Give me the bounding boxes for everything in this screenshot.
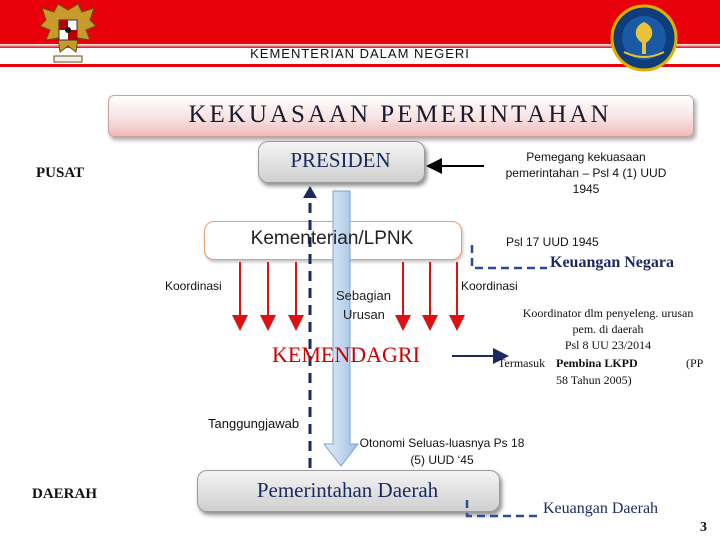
pp-open-label: (PP	[686, 356, 704, 370]
termasuk-label: Termasuk	[498, 356, 546, 370]
page-title: KEKUASAAN PEMERINTAHAN	[188, 101, 612, 128]
ministry-name: KEMENTERIAN DALAM NEGERI	[250, 46, 470, 61]
page-number: 3	[700, 520, 707, 535]
pemda-label: Pemerintahan Daerah	[256, 478, 439, 502]
koordinator-note-2: pem. di daerah	[572, 322, 644, 336]
psl17-note: Psl 17 UUD 1945	[506, 235, 599, 249]
koordinator-note-3: Psl 8 UU 23/2014	[564, 338, 652, 352]
kementerian-label: Kementerian/LPNK	[250, 228, 414, 249]
koordinator-note-1: Koordinator dlm penyeleng. urusan	[522, 306, 694, 320]
presiden-label: PRESIDEN	[290, 148, 391, 172]
level-daerah: DAERAH	[32, 486, 98, 502]
pemegang-note-1: Pemegang kekuasaan	[526, 150, 646, 164]
pembina-lkpd-label: Pembina LKPD	[556, 356, 638, 370]
garuda-pancasila-icon	[40, 4, 96, 62]
otonomi-note-2: (5) UUD ‘45	[410, 453, 474, 467]
keuangan-negara-label: Keuangan Negara	[550, 254, 674, 271]
sebagian-label: Sebagian	[336, 288, 391, 303]
pp-rest-label: 58 Tahun 2005)	[556, 373, 632, 387]
keuangan-daerah-label: Keuangan Daerah	[543, 500, 659, 517]
koordinasi-right-label: Koordinasi	[461, 279, 518, 293]
urusan-label: Urusan	[343, 307, 385, 322]
kemendagri-label: KEMENDAGRI	[272, 342, 420, 367]
level-pusat: PUSAT	[36, 165, 85, 181]
otonomi-note-1: Otonomi Seluas-luasnya Ps 18	[359, 436, 525, 450]
koordinasi-left-label: Koordinasi	[165, 279, 222, 293]
tanggungjawab-label: Tanggungjawab	[208, 416, 300, 431]
pemegang-note-3: 1945	[572, 182, 600, 196]
pemegang-note-2: pemerintahan – Psl 4 (1) UUD	[505, 166, 667, 180]
tanggungjawab-arrowhead	[303, 186, 317, 198]
kemendagri-logo-icon	[612, 6, 676, 70]
